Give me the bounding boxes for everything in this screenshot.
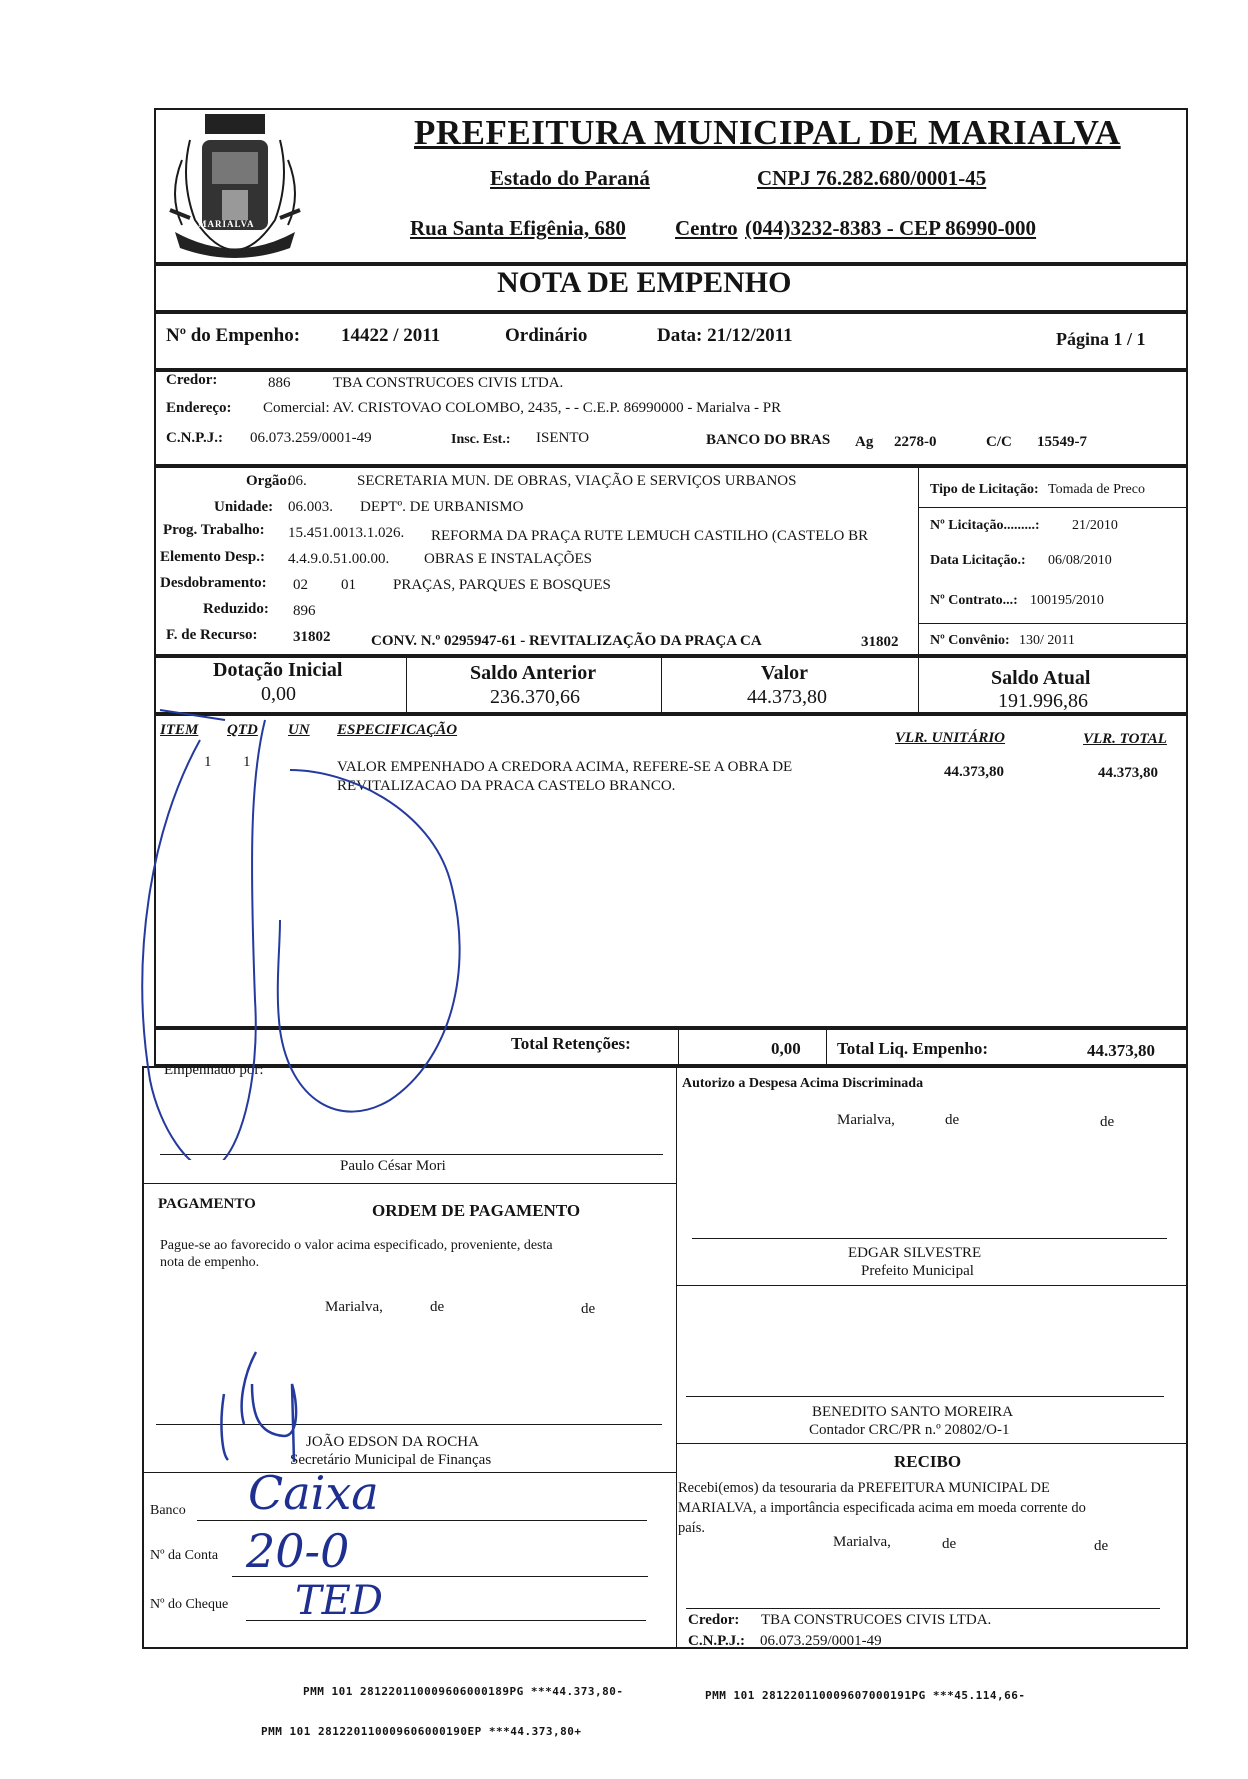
pagamento-text-1: Pague-se ao favorecido o valor acima especificado, proveniente, desta [160,1238,553,1253]
insc-label: Insc. Est.: [451,432,511,447]
recibo-text-3: país. [678,1520,705,1536]
col-header-un: UN [288,722,310,738]
recibo-cnpj-label: C.N.P.J.: [688,1633,745,1649]
recibo-de-2: de [1094,1538,1109,1554]
autorizo-de-1: de [945,1112,960,1128]
col-header-item: ITEM [160,722,199,738]
pagamento-label: PAGAMENTO [158,1196,256,1212]
row-spec-line-2: REVITALIZACAO DA PRACA CASTELO BRANCO. [337,778,676,794]
contador-name: BENEDITO SANTO MOREIRA [812,1404,1014,1420]
account-number: 15549-7 [1037,434,1087,450]
prefeito-role: Prefeito Municipal [861,1263,974,1279]
element-description: OBRAS E INSTALAÇÕES [424,551,592,567]
municipal-crest [160,100,310,265]
valor-value: 44.373,80 [747,686,827,708]
recibo-cnpj-value: 06.073.259/0001-49 [760,1633,882,1649]
fonte-label: F. de Recurso: [166,627,258,643]
recibo-city: Marialva, [833,1534,891,1550]
pagamento-city: Marialva, [325,1299,383,1315]
pagamento-de-1: de [430,1299,445,1315]
recibo-de-1: de [942,1536,957,1552]
page-number: Página 1 / 1 [1056,329,1146,349]
desdobramento-code-a: 02 [293,577,308,593]
dotacao-label: Dotação Inicial [213,659,343,681]
reduzido-label: Reduzido: [203,601,269,617]
totals-divider-1 [678,1028,679,1066]
banco-handwritten: Caixa [248,1466,379,1520]
ordem-pagamento-title: ORDEM DE PAGAMENTO [372,1201,581,1220]
financas-signer-name: JOÃO EDSON DA ROCHA [306,1434,479,1450]
desdobramento-description: PRAÇAS, PARQUES E BOSQUES [393,577,611,593]
licitacao-rule-2 [918,623,1188,624]
prefeito-name: EDGAR SILVESTRE [848,1245,982,1261]
col-header-total-value: VLR. TOTAL [1083,731,1167,747]
autorizo-de-2: de [1100,1114,1115,1130]
address-label: Endereço: [166,400,232,416]
credor-cnpj: 06.073.259/0001-49 [250,430,372,446]
conta-handwritten: 20-0 [246,1524,350,1578]
saldo-anterior-value: 236.370,66 [490,686,580,708]
lower-section-divider [676,1066,677,1649]
program-description: REFORMA DA PRAÇA RUTE LEMUCH CASTILHO (CASTELO BR [431,528,869,544]
bank-stamp-2: PMM 101 281220110009607000191PG ***45.114,66- [705,1689,1026,1702]
row-item: 1 [204,754,212,770]
conta-label: Nº da Conta [150,1548,219,1563]
licitacao-rule-1 [918,507,1188,508]
financas-signer-role: Secretário Municipal de Finanças [290,1452,492,1468]
empenhado-bottom-rule [142,1183,676,1184]
tipo-licitacao-label: Tipo de Licitação: [930,482,1039,497]
unidade-label: Unidade: [214,499,274,515]
credor-name: TBA CONSTRUCOES CIVIS LTDA. [333,375,564,391]
tipo-licitacao-value: Tomada de Preco [1048,482,1145,497]
empenho-date: Data: 21/12/2011 [657,325,793,346]
recibo-credor-label: Credor: [688,1612,740,1628]
pagamento-text-2: nota de empenho. [160,1255,260,1270]
recibo-credor-rule [686,1608,1160,1609]
empenhado-label: Empenhado por: [164,1062,264,1078]
balances-divider-2 [661,656,662,714]
balances-divider-3 [918,656,919,714]
empenho-number-label: Nº do Empenho: [166,325,301,346]
desdobramento-label: Desdobramento: [160,575,267,591]
credor-label: Credor: [166,372,218,388]
district: Centro [675,216,738,240]
dotacao-value: 0,00 [261,683,296,705]
financas-signature [214,1344,304,1474]
page-title: PREFEITURA MUNICIPAL DE MARIALVA [414,113,1121,152]
element-label: Elemento Desp.: [160,549,265,565]
program-code: 15.451.0013.1.026. [288,525,405,541]
fonte-code: 31802 [293,629,331,645]
classification-divider [918,466,919,656]
orgao-description: SECRETARIA MUN. DE OBRAS, VIAÇÃO E SERVIÇOS URBANOS [357,473,797,489]
convenio-value: 130/ 2011 [1019,633,1075,648]
saldo-anterior-label: Saldo Anterior [470,662,597,684]
recibo-title: RECIBO [894,1452,962,1471]
row-spec-line-1: VALOR EMPENHADO A CREDORA ACIMA, REFERE-SE A OBRA DE [337,759,793,775]
retencoes-value: 0,00 [771,1039,801,1058]
account-label: C/C [986,434,1012,450]
orgao-label: Orgão: [246,473,292,489]
convenio-label: Nº Convênio: [930,633,1010,648]
totals-divider-2 [826,1028,827,1066]
classification-bottom-rule [918,654,1188,655]
cnpj-label: C.N.P.J.: [166,430,223,446]
program-label: Prog. Trabalho: [163,522,265,538]
liquido-value: 44.373,80 [1087,1041,1155,1060]
element-code: 4.4.9.0.51.00.00. [288,551,390,567]
bank-stamp-1: PMM 101 281220110009606000189PG ***44.373,80- [303,1685,624,1698]
fonte-description: CONV. N.º 0295947-61 - REVITALIZAÇÃO DA PRAÇA CA [371,633,762,649]
state-name: Estado do Paraná [490,166,650,190]
data-licitacao-value: 06/08/2010 [1048,553,1112,568]
address: Rua Santa Efigênia, 680 [410,216,626,240]
desdobramento-code-b: 01 [341,577,356,593]
contador-signature-line [686,1396,1164,1397]
num-licitacao-value: 21/2010 [1072,518,1118,533]
unidade-description: DEPTº. DE URBANISMO [360,499,524,515]
liquido-label: Total Liq. Empenho: [837,1039,988,1058]
bank-stamp-3: PMM 101 281220110009606000190EP ***44.373,80+ [261,1725,582,1738]
crest-motto: MARIALVA [198,219,255,229]
bank-name: BANCO DO BRAS [706,432,831,448]
saldo-atual-value: 191.996,86 [998,690,1088,712]
empenhado-signature [130,700,490,1160]
reduzido-code: 896 [293,603,316,619]
phone-cep: (044)3232-8383 - CEP 86990-000 [745,216,1037,240]
cnpj-header: CNPJ 76.282.680/0001-45 [757,166,987,190]
recibo-text-1: Recebi(emos) da tesouraria da PREFEITURA MUNICIPAL DE [678,1480,1050,1496]
cheque-label: Nº do Cheque [150,1597,229,1612]
valor-label: Valor [761,662,809,684]
col-header-qtd: QTD [227,722,258,738]
agency-number: 2278-0 [894,434,937,450]
banco-field-line[interactable] [197,1520,647,1521]
insc-value: ISENTO [536,430,590,446]
document-title: NOTA DE EMPENHO [497,266,792,299]
row-total-value: 44.373,80 [1098,765,1158,781]
col-header-unit-value: VLR. UNITÁRIO [895,730,1006,746]
data-licitacao-label: Data Licitação.: [930,553,1026,568]
contrato-label: Nº Contrato...: [930,593,1018,608]
row-unit-value: 44.373,80 [944,764,1004,780]
credor-code: 886 [268,375,291,391]
pagamento-de-2: de [581,1301,596,1317]
recibo-text-2: MARIALVA, a importância especificada acima em moeda corrente do [678,1500,1086,1516]
empenho-type: Ordinário [505,325,588,346]
saldo-atual-label: Saldo Atual [991,667,1091,689]
contrato-value: 100195/2010 [1030,593,1104,608]
recibo-credor-name: TBA CONSTRUCOES CIVIS LTDA. [761,1612,992,1628]
contador-role: Contador CRC/PR n.º 20802/O-1 [809,1422,1010,1438]
retencoes-label: Total Retenções: [511,1034,631,1053]
unidade-code: 06.003. [288,499,333,515]
row-qtd: 1 [243,754,251,770]
contador-separator [676,1285,1188,1286]
credor-box [154,370,1188,466]
col-header-spec: ESPECIFICAÇÃO [337,722,458,738]
agency-label: Ag [855,434,874,450]
credor-address: Comercial: AV. CRISTOVAO COLOMBO, 2435, - - C.E.P. 86990000 - Marialva - PR [263,400,782,416]
autorizo-label: Autorizo a Despesa Acima Discriminada [682,1076,924,1091]
orgao-code: 06. [288,473,307,489]
fonte-code-right: 31802 [861,634,899,650]
recibo-top-rule [676,1443,1188,1444]
banco-label: Banco [150,1503,186,1518]
autorizo-city: Marialva, [837,1112,895,1128]
prefeito-signature-line [692,1238,1167,1239]
empenho-number: 14422 / 2011 [341,325,441,346]
cheque-handwritten: TED [295,1578,383,1624]
empenhado-name: Paulo César Mori [340,1158,446,1174]
num-licitacao-label: Nº Licitação.........: [930,518,1040,533]
